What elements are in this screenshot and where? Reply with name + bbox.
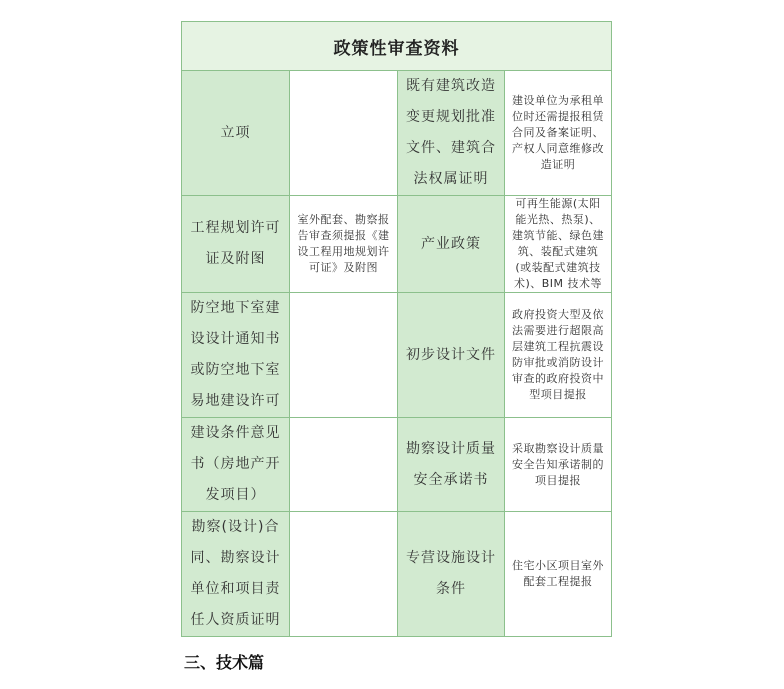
- row-value: [505, 196, 612, 293]
- row-label: [182, 71, 290, 196]
- row-label: [182, 512, 290, 637]
- row-label: [398, 512, 505, 637]
- row-value: [290, 71, 398, 196]
- row-value: [290, 293, 398, 418]
- table-row: [182, 418, 612, 512]
- row-label: [398, 71, 505, 196]
- row-label-text: 勘察(设计)合同、勘察设计单位和项目责任人资质证明: [190, 519, 281, 628]
- row-value-text: 室外配套、勘察报告审查须提报《建设工程用地规划许可证》及附图: [297, 213, 390, 274]
- row-label: [182, 418, 290, 512]
- section-heading: 三、技术篇: [184, 653, 265, 672]
- row-value: [290, 418, 398, 512]
- row-label: [398, 293, 505, 418]
- row-label-text: 建设条件意见书（房地产开发项目）: [190, 425, 281, 503]
- table-title: 政策性审查资料: [182, 22, 612, 71]
- row-value: [505, 418, 612, 512]
- row-value-text: 建设单位为承租单位时还需提报租赁合同及备案证明、产权人同意维修改造证明: [512, 94, 604, 171]
- row-value: [505, 293, 612, 418]
- table-row: [182, 71, 612, 196]
- table-row: [182, 512, 612, 637]
- row-label: [182, 196, 290, 293]
- row-label-text: 立项: [220, 124, 251, 141]
- row-label-text: 勘察设计质量安全承诺书: [406, 440, 496, 488]
- row-value-text: 住宅小区项目室外配套工程提报: [512, 559, 604, 588]
- table-row: [182, 196, 612, 293]
- row-value-text: 政府投资大型及依法需要进行超限高层建筑工程抗震设防审批或消防设计审查的政府投资中型项目提报: [512, 308, 604, 401]
- row-label: [398, 196, 505, 293]
- row-label: [182, 293, 290, 418]
- row-value-text: 可再生能源(太阳能光热、热泵)、建筑节能、绿色建筑、装配式建筑(或装配式建筑技术)、BIM 技术等: [512, 197, 604, 290]
- row-value: [505, 512, 612, 637]
- row-label: [398, 418, 505, 512]
- row-label-text: 既有建筑改造变更规划批准文件、建筑合法权属证明: [406, 78, 496, 187]
- row-label-text: 产业政策: [421, 235, 481, 252]
- row-value-text: 采取勘察设计质量安全告知承诺制的项目提报: [512, 441, 604, 487]
- row-value: [290, 196, 398, 293]
- row-value: [290, 512, 398, 637]
- row-value: [505, 71, 612, 196]
- row-label-text: 专营设施设计条件: [406, 550, 496, 597]
- row-label-text: 初步设计文件: [406, 346, 496, 363]
- row-label-text: 防空地下室建设设计通知书或防空地下室易地建设许可: [190, 300, 281, 409]
- row-label-text: 工程规划许可证及附图: [190, 220, 281, 267]
- table-row: [182, 293, 612, 418]
- policy-review-table: [181, 21, 612, 637]
